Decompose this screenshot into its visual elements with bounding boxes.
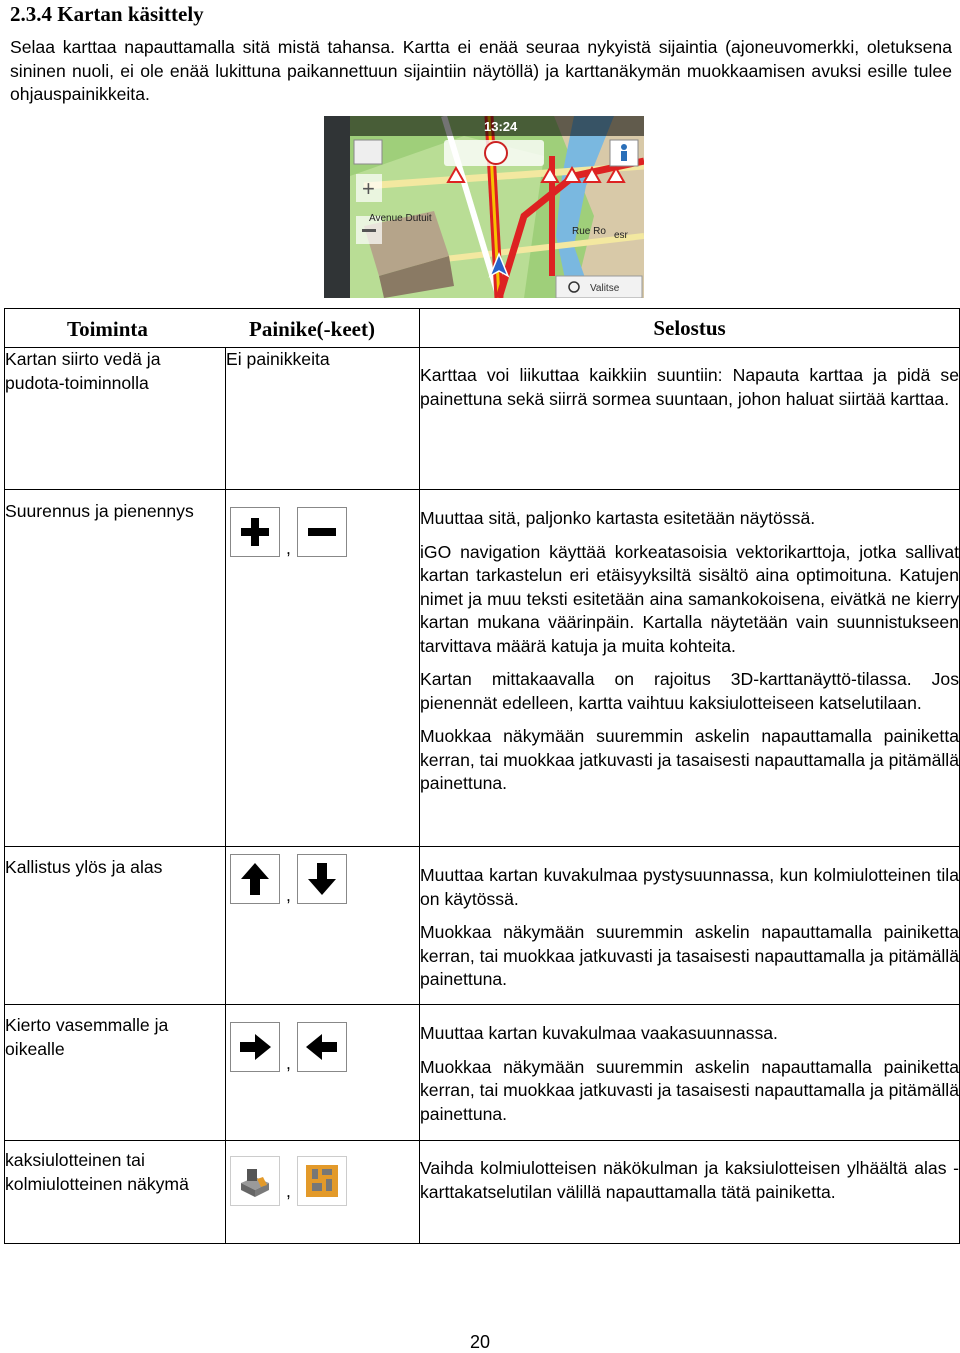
svg-text:+: + — [362, 176, 375, 201]
separator: , — [286, 1181, 291, 1201]
header-description: Selostus — [420, 309, 960, 348]
action-cell: Kallistus ylös ja alas — [5, 847, 226, 1005]
action-cell: Kartan siirto vedä ja pudota-toiminnolla — [5, 348, 226, 490]
description-text: Muuttaa sitä, paljonko kartasta esitetään näytössä. — [420, 508, 816, 528]
table-row — [5, 1005, 960, 1141]
time-label: 13:24 — [484, 119, 518, 134]
action-cell: Kierto vasemmalle ja oikealle — [5, 1005, 226, 1141]
buttons-cell — [226, 847, 420, 1005]
description-text: Muuttaa kartan kuvakulmaa vaakasuunnassa. — [420, 1023, 778, 1043]
select-button-label: Valitse — [590, 283, 620, 294]
buttons-cell: Ei painikkeita — [226, 348, 420, 490]
description-text: Muokkaa näkymään suuremmin askelin napauttamalla painiketta kerran, tai muokkaa jatkuvasti ja tasaisesti napauttamalla ja pitämällä painettuna. — [420, 726, 959, 793]
description-text: Kartan mittakaavalla on rajoitus 3D-karttanäyttö-tilassa. Jos pienennät edelleen, kartta vaihtuu kaksiulotteiseen katselutilaan. — [420, 669, 959, 713]
street-label-3: esr — [614, 230, 628, 241]
table-row — [5, 348, 960, 490]
description-cell — [420, 1005, 960, 1141]
description-cell — [420, 1141, 960, 1244]
description-text: Vaihda kolmiulotteisen näkökulman ja kaksiulotteisen ylhäältä alas -karttakatselutilan välillä napauttamalla tätä painiketta. — [420, 1158, 959, 1202]
description-cell — [420, 847, 960, 1005]
3d-view-icon[interactable] — [230, 1156, 280, 1206]
table-header — [5, 309, 420, 348]
table-row — [5, 490, 960, 847]
page-number: 20 — [470, 1332, 491, 1352]
action-cell: kaksiulotteinen tai kolmiulotteinen näkymä — [5, 1141, 226, 1244]
description-cell — [420, 490, 960, 847]
description-text: Muuttaa kartan kuvakulmaa pystysuunnassa, kun kolmiulotteinen tila on käytössä. — [420, 865, 959, 909]
arrow-down-icon[interactable] — [297, 854, 347, 904]
description-text: iGO navigation käyttää korkeatasoisia vektorikarttoja, jotka sallivat kartan tarkastelun eri etäisyyksiltä sisältö aina optimoituna. Katujen nimet ja muu teksti esitetään aina samankokoisena, eivätkä ne kierry kartan mukana väärinpäin. Kartalla näytetään vain suunnistukseen tarvittava määrä katuja ja muita kohteita. — [420, 541, 959, 656]
street-label-2: Rue Ro — [572, 226, 606, 237]
header-action: Toiminta — [67, 317, 148, 341]
separator: , — [286, 538, 291, 558]
table-row — [5, 1141, 960, 1244]
buttons-cell — [226, 1005, 420, 1141]
2d-view-icon[interactable] — [297, 1156, 347, 1206]
action-cell: Suurennus ja pienennys — [5, 490, 226, 847]
section-heading: 2.3.4 Kartan käsittely — [10, 2, 204, 26]
plus-icon[interactable] — [230, 507, 280, 557]
buttons-cell — [226, 490, 420, 847]
street-label-1: Avenue Dutuit — [369, 213, 432, 224]
description-text: Muokkaa näkymään suuremmin askelin napauttamalla painiketta kerran, tai muokkaa jatkuvasti ja tasaisesti napauttamalla ja pitämällä painettuna. — [420, 1056, 959, 1124]
minus-icon[interactable] — [297, 507, 347, 557]
arrow-right-icon[interactable] — [230, 1022, 280, 1072]
arrow-left-icon[interactable] — [297, 1022, 347, 1072]
table-row — [5, 847, 960, 1005]
description-text: Muokkaa näkymään suuremmin askelin napauttamalla painiketta kerran, tai muokkaa jatkuvasti ja tasaisesti napauttamalla ja pitämällä painettuna. — [420, 922, 959, 989]
map-screenshot — [324, 116, 644, 298]
header-buttons: Painike(-keet) — [249, 317, 375, 341]
separator: , — [286, 885, 291, 905]
buttons-cell — [226, 1141, 420, 1244]
intro-paragraph: Selaa karttaa napauttamalla sitä mistä tahansa. Kartta ei enää seuraa nykyistä sijaintia (ajoneuvomerkki, oletuksena sininen nuoli, ei ole enää lukittuna paikannettuun sijaintiin näytöllä) ja karttanäkymän muokkaamisen avuksi esille tulee ohjauspainikkeita. — [10, 37, 952, 104]
arrow-up-icon[interactable] — [230, 854, 280, 904]
separator: , — [286, 1053, 291, 1073]
controls-table — [4, 308, 960, 1244]
description-text: Karttaa voi liikuttaa kaikkiin suuntiin: Napauta karttaa ja pidä se painettuna sekä siirrä sormea suuntaan, johon haluat siirtää karttaa. — [420, 365, 959, 409]
description-cell — [420, 348, 960, 490]
table-header-row — [5, 309, 960, 348]
